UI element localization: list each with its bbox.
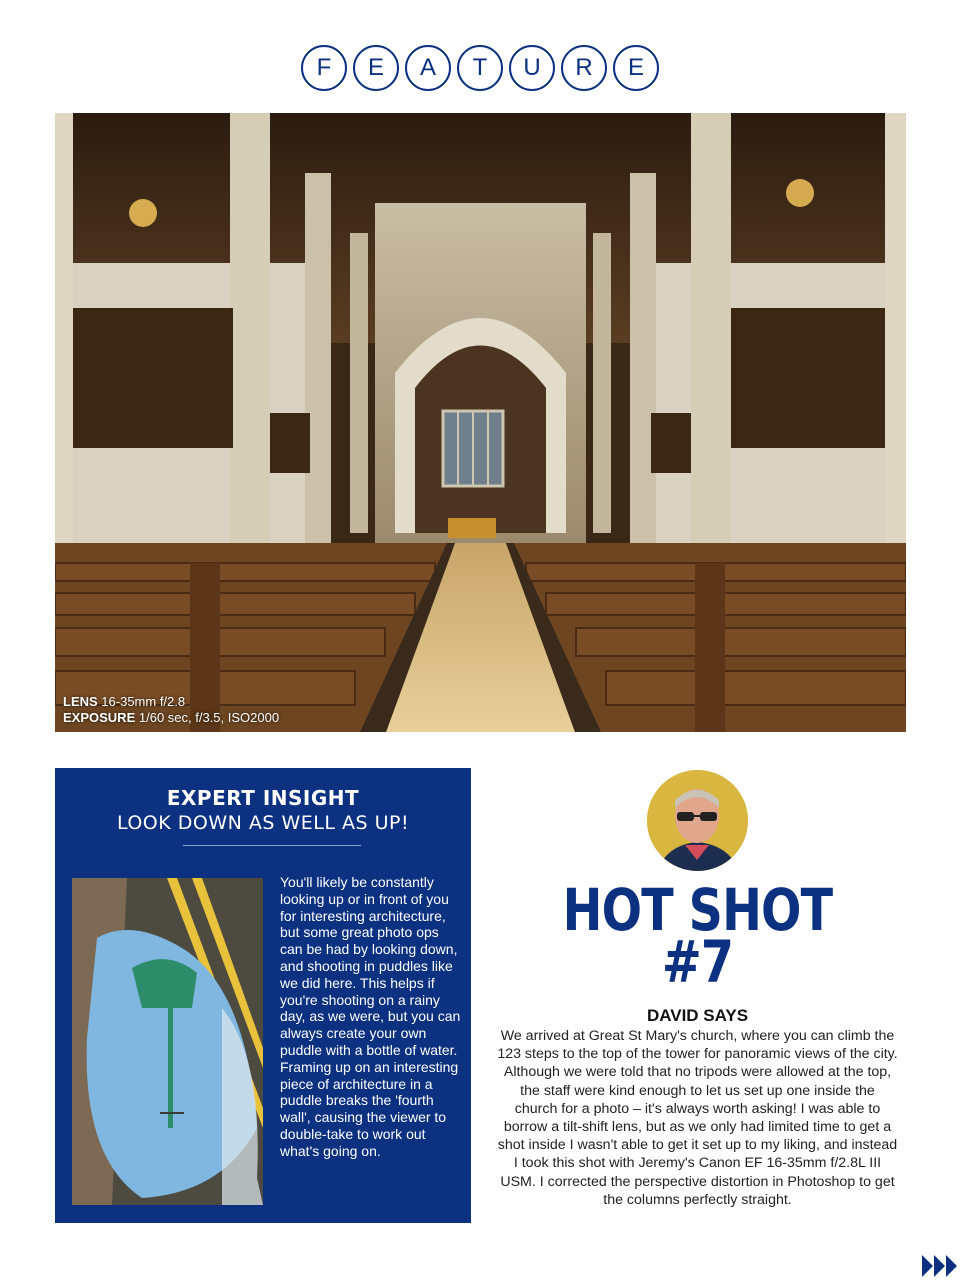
author-heading: DAVID SAYS [646,1006,749,1025]
feature-heading [0,45,960,91]
insight-subtitle: LOOK DOWN AS WELL AS UP! [116,812,410,834]
expert-insight-panel [55,768,471,1223]
puddle-reflection-photo [72,878,263,1205]
lens-value: 16-35mm f/2.8 [101,694,186,709]
insight-title: EXPERT INSIGHT [166,786,360,810]
author-story: We arrived at Great St Mary's church, where you can climb the 123 steps to the top of the tower for panoramic views of the city. Although we were told that no tripods were allowed at the top, the staff were kind enough to let us set up one inside the church for a photo – it's always worth asking! I was able to borrow a tilt-shift lens, but as we only had limited time to get a shot inside I wasn't able to get it set up to my liking, and instead I took this shot with Jeremy's Canon EF 16-35mm f/2.8L III USM. I corrected the perspective distortion in Photoshop to get the columns perfectly straight. [497,1028,898,1208]
lens-label: LENS [63,694,98,709]
next-page-arrows [920,1252,960,1280]
feature-letter: R [561,45,607,91]
exposure-label: EXPOSURE [63,710,136,725]
photo-caption [63,694,279,726]
triple-chevron-right-icon[interactable] [920,1252,960,1280]
author-portrait-illustration [647,770,748,871]
feature-letter: T [457,45,503,91]
insight-body: You'll likely be constantly looking up or in front of you for interesting architecture, but some great photo ops can be had by looking down, and shooting in puddles like we did here. This helps if you're shooting on a rainy day, as we were, but you can always create your own puddle with a bottle of water. Framing up on an interesting piece of architecture in a puddle breaks the 'fourth wall', causing the viewer to double-take to work out what's going on. [280,874,461,1159]
feature-letter: A [405,45,451,91]
author-avatar [647,770,748,871]
feature-letter: E [613,45,659,91]
hot-shot-heading [527,876,867,996]
exposure-value: 1/60 sec, f/3.5, ISO2000 [138,710,280,725]
puddle-reflection-illustration [72,878,263,1205]
church-interior-illustration [55,113,906,732]
church-interior-photo [55,113,906,732]
insight-divider [183,845,361,846]
hot-shot-line1: HOT SHOT [562,876,833,944]
feature-letter: E [353,45,399,91]
feature-letter: F [301,45,347,91]
feature-letter: U [509,45,555,91]
hot-shot-number: #7 [661,928,734,996]
